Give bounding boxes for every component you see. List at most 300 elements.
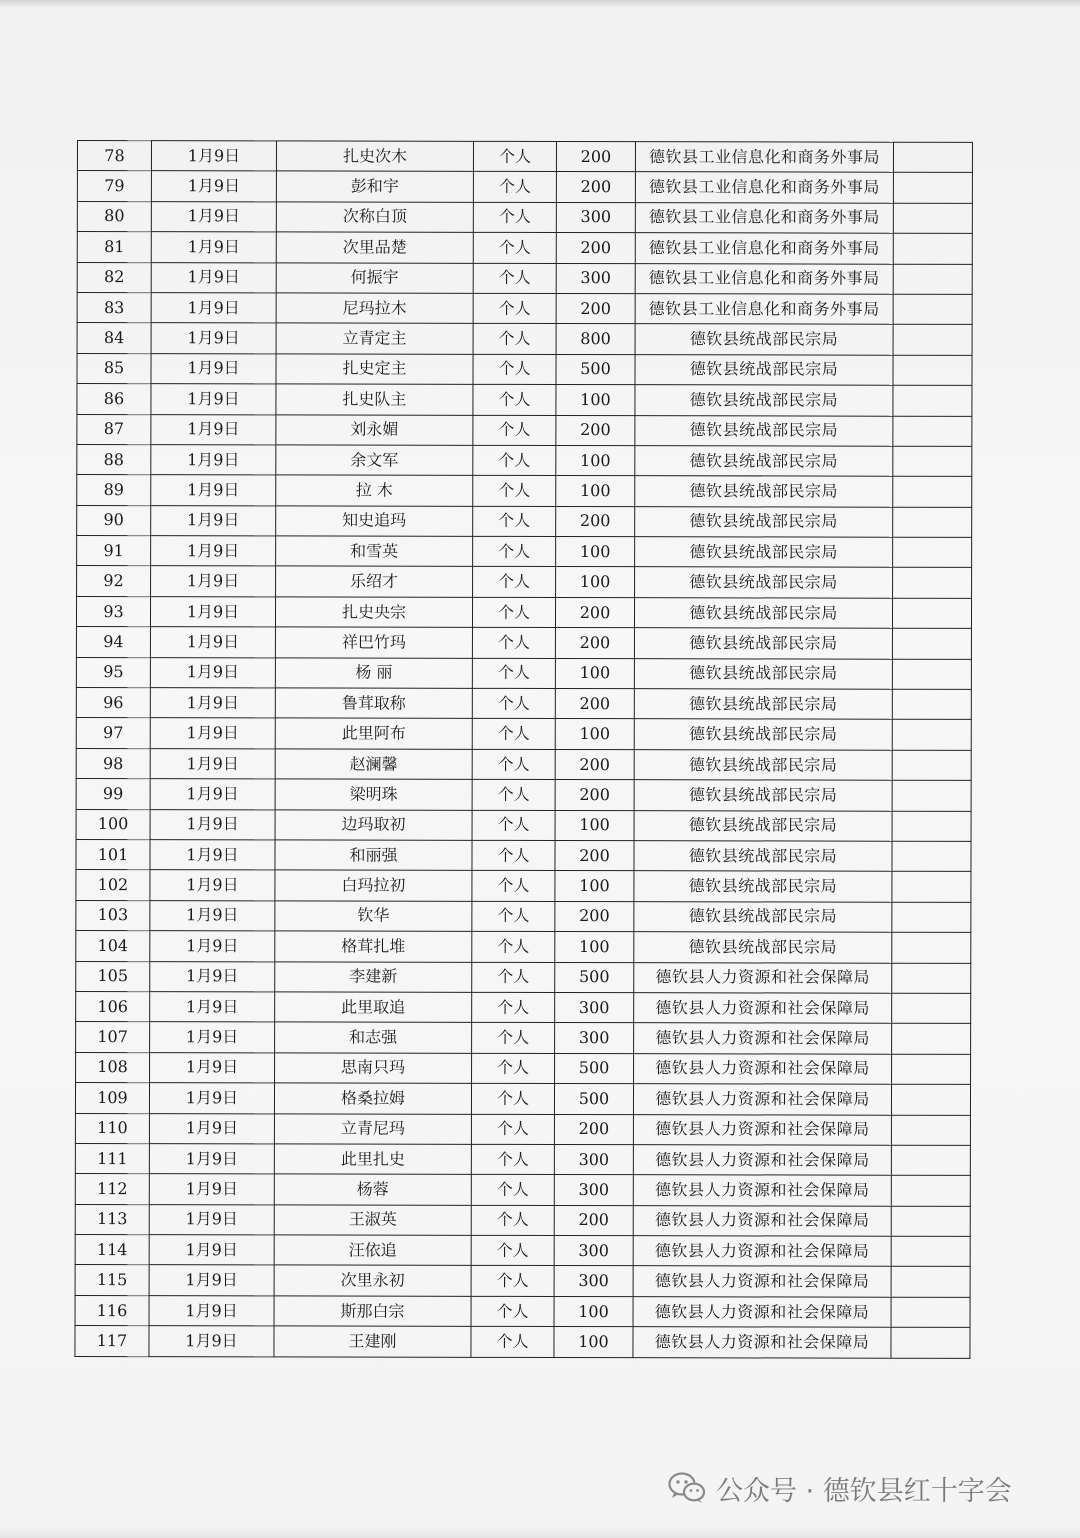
- donor-type: 个人: [473, 506, 556, 537]
- wechat-icon: [668, 1471, 706, 1505]
- remark: [892, 932, 971, 963]
- remark: [893, 416, 972, 447]
- table-row: [76, 931, 971, 963]
- table-body: [75, 141, 973, 1358]
- donor-name: 白玛拉初: [275, 870, 472, 901]
- donation-amount: 200: [555, 689, 634, 720]
- donation-amount: 100: [555, 810, 634, 841]
- donor-unit: 德钦县统战部民宗局: [634, 628, 892, 659]
- donor-type: 个人: [473, 233, 556, 264]
- donation-amount: 100: [556, 445, 635, 476]
- donation-amount: 100: [555, 871, 634, 902]
- donation-date: 1月9日: [149, 1083, 274, 1114]
- donor-name: 刘永媚: [276, 414, 473, 445]
- donor-type: 个人: [473, 324, 556, 355]
- donation-date: 1月9日: [150, 931, 275, 962]
- donation-date: 1月9日: [150, 900, 275, 931]
- remark: [892, 993, 971, 1024]
- donor-type: 个人: [471, 1296, 554, 1327]
- donation-amount: 200: [555, 901, 634, 932]
- donation-date: 1月9日: [151, 141, 276, 172]
- donation-amount: 200: [555, 597, 634, 628]
- donation-date: 1月9日: [149, 1113, 274, 1144]
- row-number: 109: [75, 1083, 149, 1114]
- donor-type: 个人: [473, 354, 556, 385]
- donor-unit: 德钦县统战部民宗局: [634, 658, 892, 689]
- donor-type: 个人: [472, 962, 555, 993]
- table-row: [77, 262, 972, 294]
- donor-name: 梁明珠: [275, 779, 472, 810]
- donor-type: 个人: [472, 901, 555, 932]
- donor-name: 鲁茸取称: [275, 688, 472, 719]
- remark: [892, 902, 971, 933]
- donor-name: 和志强: [275, 1022, 472, 1053]
- table-row: [77, 232, 972, 264]
- remark: [892, 628, 971, 659]
- remark: [891, 1175, 970, 1206]
- remark: [891, 1206, 970, 1237]
- donation-amount: 500: [554, 1084, 633, 1115]
- table-row: [76, 748, 971, 780]
- remark: [892, 1054, 971, 1085]
- donor-type: 个人: [472, 931, 555, 962]
- donation-amount: 200: [556, 293, 635, 324]
- table-row: [76, 627, 971, 659]
- donor-unit: 德钦县统战部民宗局: [634, 871, 892, 902]
- table-row: [77, 536, 972, 568]
- row-number: 86: [77, 384, 151, 415]
- table-row: [76, 718, 971, 750]
- table-row: [75, 1235, 970, 1267]
- remark: [893, 568, 972, 599]
- donor-name: 次称白顶: [276, 202, 473, 233]
- remark: [891, 1297, 970, 1328]
- donation-date: 1月9日: [150, 748, 275, 779]
- donation-amount: 300: [556, 202, 635, 233]
- row-number: 103: [76, 900, 150, 931]
- donation-amount: 100: [554, 1296, 633, 1327]
- remark: [891, 1327, 970, 1358]
- donor-unit: 德钦县统战部民宗局: [634, 689, 892, 720]
- donation-date: 1月9日: [149, 1295, 274, 1326]
- donation-date: 1月9日: [151, 171, 276, 202]
- donor-unit: 德钦县人力资源和社会保障局: [633, 1145, 891, 1176]
- donor-unit: 德钦县人力资源和社会保障局: [634, 1023, 892, 1054]
- donor-name: 扎史定主: [276, 354, 473, 385]
- row-number: 115: [75, 1265, 149, 1296]
- donation-date: 1月9日: [150, 809, 275, 840]
- donor-unit: 德钦县统战部民宗局: [634, 719, 892, 750]
- row-number: 83: [77, 292, 151, 323]
- row-number: 117: [75, 1326, 149, 1357]
- donor-type: 个人: [473, 172, 556, 203]
- donor-unit: 德钦县统战部民宗局: [635, 537, 893, 568]
- donation-amount: 200: [554, 1114, 633, 1145]
- table-row: [75, 1295, 970, 1327]
- table-row: [77, 201, 972, 233]
- donation-date: 1月9日: [151, 536, 276, 567]
- donor-unit: 德钦县人力资源和社会保障局: [633, 1205, 891, 1236]
- donation-date: 1月9日: [151, 414, 276, 445]
- donor-name: 钦华: [275, 901, 472, 932]
- donor-unit: 德钦县人力资源和社会保障局: [633, 1327, 891, 1358]
- donor-name: 杨蓉: [274, 1174, 471, 1205]
- donor-type: 个人: [473, 476, 556, 507]
- remark: [893, 142, 972, 173]
- row-number: 102: [76, 870, 150, 901]
- donation-amount: 500: [555, 962, 634, 993]
- table-row: [76, 991, 971, 1023]
- remark: [892, 598, 971, 629]
- remark: [892, 1024, 971, 1055]
- donor-type: 个人: [473, 141, 556, 172]
- donor-name: 王建刚: [274, 1326, 471, 1357]
- donation-date: 1月9日: [150, 657, 275, 688]
- table-row: [75, 1113, 970, 1145]
- donation-amount: 300: [554, 1236, 633, 1267]
- row-number: 89: [77, 475, 151, 506]
- donation-amount: 100: [556, 567, 635, 598]
- donor-name: 和雪英: [276, 536, 473, 567]
- donation-date: 1月9日: [150, 992, 275, 1023]
- table-row: [75, 1083, 970, 1115]
- donor-unit: 德钦县人力资源和社会保障局: [633, 1297, 891, 1328]
- donor-unit: 德钦县统战部民宗局: [634, 810, 892, 841]
- donor-type: 个人: [473, 536, 556, 567]
- donor-name: 次里永初: [274, 1265, 471, 1296]
- donor-name: 李建新: [275, 961, 472, 992]
- row-number: 84: [77, 323, 151, 354]
- table-row: [75, 1326, 970, 1358]
- table-row: [76, 1052, 971, 1084]
- row-number: 96: [76, 688, 150, 719]
- donor-type: 个人: [471, 1175, 554, 1206]
- scan-shadow: [0, 0, 1080, 8]
- donor-name: 尼玛拉木: [276, 293, 473, 324]
- row-number: 105: [76, 961, 150, 992]
- remark: [892, 659, 971, 690]
- row-number: 78: [77, 141, 151, 172]
- table-row: [76, 1022, 971, 1054]
- donor-type: 个人: [471, 1327, 554, 1358]
- donor-type: 个人: [472, 810, 555, 841]
- donor-name: 王淑英: [274, 1205, 471, 1236]
- table-row: [77, 171, 972, 203]
- donation-date: 1月9日: [150, 597, 275, 628]
- donation-date: 1月9日: [150, 840, 275, 871]
- donation-date: 1月9日: [149, 1265, 274, 1296]
- donation-amount: 200: [556, 142, 635, 173]
- donor-name: 扎史央宗: [275, 597, 472, 628]
- donor-unit: 德钦县人力资源和社会保障局: [633, 1175, 891, 1206]
- donor-type: 个人: [473, 415, 556, 446]
- donor-name: 边玛取初: [275, 810, 472, 841]
- donation-amount: 200: [556, 506, 635, 537]
- donation-amount: 200: [555, 780, 634, 811]
- donor-unit: 德钦县统战部民宗局: [634, 780, 892, 811]
- donor-unit: 德钦县工业信息化和商务外事局: [635, 142, 893, 173]
- row-number: 113: [75, 1204, 149, 1235]
- donation-amount: 200: [555, 749, 634, 780]
- row-number: 95: [76, 657, 150, 688]
- donor-type: 个人: [471, 1266, 554, 1297]
- remark: [893, 385, 972, 416]
- donor-name: 斯那白宗: [274, 1296, 471, 1327]
- table-row: [76, 688, 971, 720]
- donation-amount: 300: [554, 1144, 633, 1175]
- donation-amount: 100: [556, 385, 635, 416]
- remark: [892, 811, 971, 842]
- row-number: 90: [77, 505, 151, 536]
- donor-type: 个人: [473, 293, 556, 324]
- donor-unit: 德钦县统战部民宗局: [635, 567, 893, 598]
- row-number: 108: [76, 1052, 150, 1083]
- remark: [893, 507, 972, 538]
- donor-unit: 德钦县人力资源和社会保障局: [634, 962, 892, 993]
- donation-date: 1月9日: [149, 1144, 274, 1175]
- donor-type: 个人: [472, 871, 555, 902]
- donation-amount: 800: [556, 324, 635, 355]
- remark: [892, 963, 971, 994]
- remark: [892, 841, 971, 872]
- table-row: [77, 414, 972, 446]
- remark: [893, 477, 972, 508]
- donor-type: 个人: [473, 384, 556, 415]
- donor-unit: 德钦县人力资源和社会保障局: [633, 1266, 891, 1297]
- donor-name: 余文军: [276, 445, 473, 476]
- remark: [893, 355, 972, 386]
- remark: [892, 872, 971, 903]
- donor-name: 何振宇: [276, 262, 473, 293]
- donation-date: 1月9日: [150, 779, 275, 810]
- watermark-text: 公众号 · 德钦县红十字会: [716, 1475, 1012, 1507]
- donor-unit: 德钦县工业信息化和商务外事局: [635, 202, 893, 233]
- donation-date: 1月9日: [150, 1022, 275, 1053]
- row-number: 100: [76, 809, 150, 840]
- remark: [893, 173, 972, 204]
- table-row: [76, 779, 971, 811]
- donor-unit: 德钦县人力资源和社会保障局: [633, 1084, 891, 1115]
- donation-table: [74, 140, 973, 1358]
- donor-unit: 德钦县统战部民宗局: [635, 476, 893, 507]
- table-row: [76, 870, 971, 902]
- donor-name: 拉 木: [276, 475, 473, 506]
- donor-type: 个人: [472, 628, 555, 659]
- donation-amount: 200: [554, 1205, 633, 1236]
- donor-unit: 德钦县人力资源和社会保障局: [633, 1114, 891, 1145]
- table-row: [75, 1143, 970, 1175]
- donor-name: 扎史队主: [276, 384, 473, 415]
- remark: [891, 1115, 970, 1146]
- donation-amount: 300: [556, 263, 635, 294]
- donation-date: 1月9日: [149, 1235, 274, 1266]
- row-number: 88: [77, 444, 151, 475]
- remark: [893, 537, 972, 568]
- donor-unit: 德钦县统战部民宗局: [634, 932, 892, 963]
- row-number: 94: [76, 627, 150, 658]
- donation-amount: 100: [555, 719, 634, 750]
- remark: [893, 203, 972, 234]
- donor-type: 个人: [472, 1023, 555, 1054]
- donor-name: 赵澜馨: [275, 749, 472, 780]
- table-row: [77, 475, 972, 507]
- table-row: [75, 1265, 970, 1297]
- donor-type: 个人: [472, 1053, 555, 1084]
- donor-type: 个人: [472, 992, 555, 1023]
- donation-amount: 100: [556, 537, 635, 568]
- row-number: 110: [75, 1113, 149, 1144]
- donor-unit: 德钦县人力资源和社会保障局: [634, 1053, 892, 1084]
- donation-date: 1月9日: [151, 505, 276, 536]
- donor-name: 和丽强: [275, 840, 472, 871]
- donor-name: 此里阿布: [275, 718, 472, 749]
- table-row: [76, 900, 971, 932]
- donation-amount: 300: [555, 992, 634, 1023]
- donation-date: 1月9日: [150, 961, 275, 992]
- remark: [891, 1236, 970, 1267]
- donation-date: 1月9日: [151, 353, 276, 384]
- remark: [893, 264, 972, 295]
- donor-unit: 德钦县统战部民宗局: [634, 841, 892, 872]
- remark: [892, 750, 971, 781]
- donation-date: 1月9日: [151, 445, 276, 476]
- donor-name: 格茸扎堆: [275, 931, 472, 962]
- donor-name: 此里取追: [275, 992, 472, 1023]
- donation-date: 1月9日: [151, 384, 276, 415]
- donation-date: 1月9日: [151, 262, 276, 293]
- donor-type: 个人: [473, 445, 556, 476]
- table-row: [77, 444, 972, 476]
- donation-amount: 200: [555, 840, 634, 871]
- donation-amount: 500: [555, 1053, 634, 1084]
- row-number: 80: [77, 201, 151, 232]
- donation-amount: 200: [556, 233, 635, 264]
- donor-type: 个人: [472, 658, 555, 689]
- donor-name: 立青尼玛: [274, 1113, 471, 1144]
- donor-name: 彭和宇: [276, 171, 473, 202]
- donation-date: 1月9日: [151, 475, 276, 506]
- donor-unit: 德钦县工业信息化和商务外事局: [635, 263, 893, 294]
- row-number: 92: [77, 566, 151, 597]
- donation-date: 1月9日: [149, 1204, 274, 1235]
- donor-type: 个人: [472, 719, 555, 750]
- donor-type: 个人: [473, 263, 556, 294]
- donation-amount: 500: [556, 354, 635, 385]
- donor-unit: 德钦县统战部民宗局: [634, 749, 892, 780]
- table-row: [76, 809, 971, 841]
- row-number: 97: [76, 718, 150, 749]
- remark: [891, 1145, 970, 1176]
- donor-type: 个人: [472, 597, 555, 628]
- row-number: 111: [75, 1143, 149, 1174]
- donor-name: 格桑拉姆: [274, 1083, 471, 1114]
- donor-unit: 德钦县人力资源和社会保障局: [633, 1236, 891, 1267]
- donor-name: 知史追玛: [276, 506, 473, 537]
- remark: [893, 325, 972, 356]
- donation-date: 1月9日: [150, 627, 275, 658]
- row-number: 98: [76, 748, 150, 779]
- donor-name: 此里扎史: [274, 1144, 471, 1175]
- row-number: 93: [76, 596, 150, 627]
- donation-amount: 200: [556, 415, 635, 446]
- remark: [892, 780, 971, 811]
- donor-unit: 德钦县统战部民宗局: [635, 354, 893, 385]
- row-number: 82: [77, 262, 151, 293]
- donor-unit: 德钦县人力资源和社会保障局: [634, 993, 892, 1024]
- row-number: 85: [77, 353, 151, 384]
- donation-date: 1月9日: [150, 718, 275, 749]
- donor-type: 个人: [472, 780, 555, 811]
- donor-name: 杨 丽: [275, 658, 472, 689]
- table-row: [76, 596, 971, 628]
- donor-type: 个人: [472, 840, 555, 871]
- table-row: [77, 505, 972, 537]
- donor-type: 个人: [472, 749, 555, 780]
- remark: [892, 720, 971, 751]
- row-number: 79: [77, 171, 151, 202]
- donation-date: 1月9日: [151, 293, 276, 324]
- donor-unit: 德钦县工业信息化和商务外事局: [635, 294, 893, 325]
- donor-type: 个人: [471, 1144, 554, 1175]
- donation-date: 1月9日: [150, 870, 275, 901]
- donor-type: 个人: [473, 567, 556, 598]
- donor-name: 次里品楚: [276, 232, 473, 263]
- donor-unit: 德钦县统战部民宗局: [634, 598, 892, 629]
- donation-date: 1月9日: [149, 1326, 274, 1357]
- donation-amount: 200: [556, 172, 635, 203]
- donation-date: 1月9日: [151, 201, 276, 232]
- table-row: [77, 141, 972, 173]
- donor-type: 个人: [471, 1235, 554, 1266]
- row-number: 114: [75, 1235, 149, 1266]
- remark: [891, 1084, 970, 1115]
- row-number: 106: [76, 991, 150, 1022]
- donor-unit: 德钦县统战部民宗局: [635, 385, 893, 416]
- row-number: 101: [76, 839, 150, 870]
- watermark: [668, 1466, 1012, 1510]
- donor-unit: 德钦县统战部民宗局: [634, 901, 892, 932]
- row-number: 107: [76, 1022, 150, 1053]
- donor-name: 扎史次木: [276, 141, 473, 172]
- row-number: 99: [76, 779, 150, 810]
- donor-type: 个人: [471, 1114, 554, 1145]
- table-row: [76, 961, 971, 993]
- donation-date: 1月9日: [150, 688, 275, 719]
- donor-name: 思南只玛: [275, 1053, 472, 1084]
- table-row: [77, 384, 972, 416]
- donation-date: 1月9日: [150, 1052, 275, 1083]
- donation-amount: 100: [555, 932, 634, 963]
- donation-amount: 100: [554, 1327, 633, 1358]
- donor-name: 祥巴竹玛: [275, 627, 472, 658]
- row-number: 112: [75, 1174, 149, 1205]
- donation-date: 1月9日: [149, 1174, 274, 1205]
- table-row: [77, 292, 972, 324]
- donation-amount: 300: [554, 1266, 633, 1297]
- donor-type: 个人: [471, 1083, 554, 1114]
- row-number: 81: [77, 232, 151, 263]
- row-number: 91: [77, 536, 151, 567]
- scan-edge: [0, 1526, 1080, 1538]
- donor-name: 立青定主: [276, 323, 473, 354]
- table-row: [77, 566, 972, 598]
- donor-unit: 德钦县统战部民宗局: [635, 324, 893, 355]
- row-number: 104: [76, 931, 150, 962]
- donation-amount: 100: [556, 476, 635, 507]
- donor-type: 个人: [473, 202, 556, 233]
- remark: [892, 689, 971, 720]
- donation-date: 1月9日: [151, 566, 276, 597]
